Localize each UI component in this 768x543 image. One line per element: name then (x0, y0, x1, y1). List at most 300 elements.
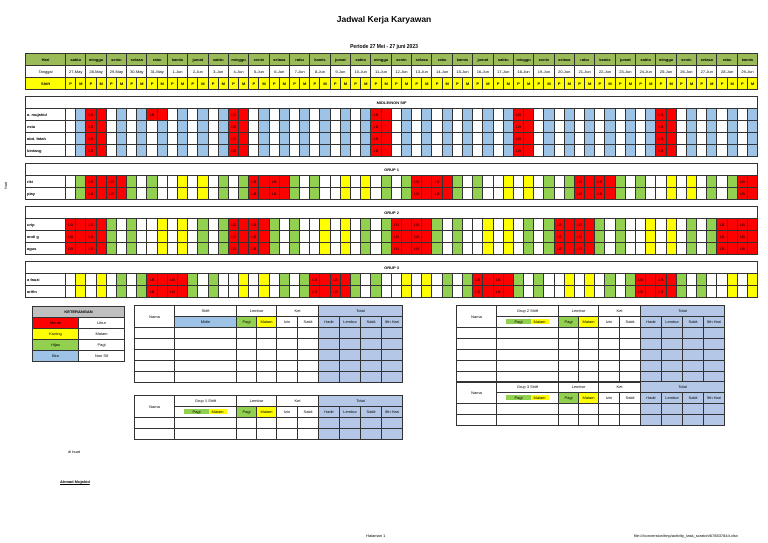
shift-cell (351, 133, 361, 145)
summary-cell (277, 350, 298, 361)
shift-cell (106, 219, 116, 231)
shift-cell (442, 231, 452, 243)
summary-table (134, 305, 424, 383)
total-sakit: Sakit (683, 393, 704, 404)
shift-cell (177, 176, 187, 188)
summary-cell (599, 361, 620, 372)
shift-cell (483, 231, 493, 243)
shift-cell (259, 286, 269, 298)
summary-empty-row (457, 415, 746, 426)
section-title: GRUP 1 (26, 164, 758, 176)
shift-cell (625, 121, 635, 133)
shift-cell (167, 176, 177, 188)
shift-cell (462, 133, 472, 145)
shift-p-cell: P (697, 78, 707, 90)
off-day-cell (157, 286, 167, 298)
shift-cell (595, 109, 605, 121)
shift-cell (686, 145, 696, 157)
employee-name: agus (26, 243, 66, 255)
shift-cell (554, 286, 564, 298)
shift-cell (422, 121, 432, 133)
shift-cell (157, 145, 167, 157)
off-day-cell (585, 231, 595, 243)
off-day-cell (666, 286, 676, 298)
summary-cell (683, 415, 704, 426)
shift-m-cell: M (157, 78, 167, 90)
summary-empty-row (457, 404, 746, 415)
off-day-cell: LB (656, 121, 666, 133)
shift-p-cell: P (534, 78, 544, 90)
section-row (26, 207, 758, 219)
shift-cell (300, 231, 310, 243)
shift-cell (116, 286, 126, 298)
shift-cell (452, 243, 462, 255)
shift-cell (137, 176, 147, 188)
shift-cell (483, 145, 493, 157)
summary-cell (497, 339, 559, 350)
off-day-cell: LB (574, 231, 584, 243)
lembur-pagi: Pagi (559, 317, 579, 328)
shift-cell (381, 231, 391, 243)
shift-cell (310, 219, 320, 231)
total-lembur: Lembur (340, 317, 361, 328)
day-cell: senin (534, 54, 554, 66)
lembur-malam: Malam (257, 407, 277, 418)
shift-cell (442, 286, 452, 298)
date-cell: 12-Jun (391, 66, 411, 78)
off-day-cell: LB (228, 231, 238, 243)
off-day-cell (503, 274, 513, 286)
shift-cell (66, 188, 76, 200)
shift-cell (279, 274, 289, 286)
off-day-cell (239, 243, 249, 255)
total-lembur: Lembur (340, 407, 361, 418)
shift-cell (564, 133, 574, 145)
shift-cell (524, 176, 534, 188)
employee-row (26, 231, 758, 243)
shift-cell (289, 133, 299, 145)
shift-cell (625, 231, 635, 243)
shift-cell (412, 109, 422, 121)
shift-p-cell: P (249, 78, 259, 90)
total-5th-hari: 5th Hari (382, 407, 403, 418)
day-cell: sabtu (66, 54, 86, 66)
summary-cell (382, 418, 403, 429)
date-cell: 13-Jun (412, 66, 432, 78)
off-day-cell (585, 243, 595, 255)
shift-cell (442, 274, 452, 286)
off-day-cell (524, 133, 534, 145)
day-cell: minggu (371, 54, 391, 66)
summary-cell (135, 328, 175, 339)
shift-cell (310, 243, 320, 255)
shift-cell (666, 188, 676, 200)
shift-cell (595, 133, 605, 145)
off-day-cell (605, 176, 615, 188)
date-cell: 1-Jun (167, 66, 187, 78)
shift-cell (473, 145, 483, 157)
shift-cell (625, 243, 635, 255)
shift-cell (707, 231, 717, 243)
shift-m-cell: M (666, 78, 676, 90)
summary-cell (340, 418, 361, 429)
off-day-cell (727, 231, 737, 243)
shift-cell (259, 274, 269, 286)
shift-cell (371, 176, 381, 188)
summary-cell (319, 339, 340, 350)
summary-cell (319, 372, 340, 383)
shift-cell (249, 109, 259, 121)
shift-cell (127, 243, 137, 255)
shift-cell (707, 145, 717, 157)
shift-cell (636, 188, 646, 200)
shift-cell (727, 145, 737, 157)
shift-cell (493, 109, 503, 121)
total-sakit: Sakit (361, 317, 382, 328)
off-day-cell: LB (595, 176, 605, 188)
shift-cell (462, 145, 472, 157)
summary-grup2 (456, 305, 746, 383)
shift-cell (432, 109, 442, 121)
employee-name: urip (26, 219, 66, 231)
shift-cell (544, 274, 554, 286)
shift-cell (585, 286, 595, 298)
off-day-cell: LB (66, 219, 76, 231)
date-cell: 7-Jun (289, 66, 309, 78)
off-day-cell: LB (66, 231, 76, 243)
shift-cell (208, 145, 218, 157)
summary-cell (257, 418, 277, 429)
shift-cell (574, 145, 584, 157)
summary-cell (298, 361, 319, 372)
off-day-cell: LB (737, 188, 747, 200)
file-path: file:///conversion/tmp/activity_task_scratch/678537844.xlsx (634, 533, 738, 538)
summary-cell (135, 350, 175, 361)
off-day-cell: LB (371, 145, 381, 157)
off-day-cell (524, 121, 534, 133)
summary-cell (175, 328, 237, 339)
shift-cell (127, 133, 137, 145)
off-day-cell: LB (106, 176, 116, 188)
off-day-cell: LB (167, 274, 177, 286)
shift-cell (707, 219, 717, 231)
shift-p-cell: P (595, 78, 605, 90)
malam-label: Malam (209, 409, 227, 414)
shift-m-cell: M (727, 78, 737, 90)
shift-cell (371, 219, 381, 231)
summary-cell (559, 415, 579, 426)
shift-cell (625, 133, 635, 145)
total-sakit: Sakit (361, 407, 382, 418)
summary-cell (135, 339, 175, 350)
shift-cell (625, 145, 635, 157)
shift-cell (116, 231, 126, 243)
shift-cell (177, 188, 187, 200)
shift-cell (208, 188, 218, 200)
summary-cell (175, 339, 237, 350)
shift-cell (462, 121, 472, 133)
shift-cell (483, 133, 493, 145)
shift-cell (330, 121, 340, 133)
shift-p-cell: P (737, 78, 747, 90)
shift-cell (707, 133, 717, 145)
off-day-cell (96, 219, 106, 231)
off-day-cell (401, 219, 411, 231)
shift-cell (737, 286, 747, 298)
shift-cell (96, 274, 106, 286)
shift-cell (391, 109, 401, 121)
day-cell: jumat (473, 54, 493, 66)
shift-cell (676, 188, 686, 200)
shift-cell (564, 109, 574, 121)
shift-cell (340, 219, 350, 231)
shift-cell (391, 121, 401, 133)
shift-cell (585, 109, 595, 121)
shift-cell (605, 274, 615, 286)
shift-cell (727, 133, 737, 145)
header-dates-row (26, 66, 758, 78)
summary-cell (497, 361, 559, 372)
shift-cell (422, 145, 432, 157)
shift-cell (615, 121, 625, 133)
shift-m-cell: M (483, 78, 493, 90)
off-day-cell (747, 188, 757, 200)
summary-cell (175, 361, 237, 372)
shift-cell (727, 188, 737, 200)
shift-cell (503, 176, 513, 188)
off-day-cell (259, 176, 269, 188)
off-day-cell: LB (412, 243, 422, 255)
shift-cell (442, 219, 452, 231)
midle-sub: Midle (175, 317, 237, 328)
shift-m-cell: M (422, 78, 432, 90)
off-day-cell: LB (513, 109, 523, 121)
shift-cell (279, 133, 289, 145)
shift-cell (605, 109, 615, 121)
shift-cell (218, 109, 228, 121)
shift-cell (198, 133, 208, 145)
side-label: Nuri (3, 181, 9, 190)
shift-cell (340, 145, 350, 157)
shift-cell (697, 219, 707, 231)
off-day-cell: LB (86, 145, 96, 157)
off-day-cell (177, 274, 187, 286)
shift-cell (300, 274, 310, 286)
off-day-cell: LB (228, 243, 238, 255)
shift-cell (483, 109, 493, 121)
shift-cell (534, 109, 544, 121)
off-day-cell: LB (473, 274, 483, 286)
lembur-pagi: Pagi (559, 393, 579, 404)
shift-cell (544, 133, 554, 145)
legend-meaning: Malam (79, 329, 125, 340)
shift-cell (300, 188, 310, 200)
shift-cell (310, 176, 320, 188)
shift-cell (330, 176, 340, 188)
shift-cell (249, 133, 259, 145)
shift-cell (76, 188, 86, 200)
ket-header: Ket (599, 382, 641, 393)
shift-cell (717, 121, 727, 133)
shift-cell (106, 109, 116, 121)
day-cell: kamis (595, 54, 615, 66)
total-5th-hari: 5th Hari (704, 393, 725, 404)
shift-cell (686, 243, 696, 255)
shift-p-cell: P (574, 78, 584, 90)
shift-cell (218, 176, 228, 188)
legend-meaning: Pagi (79, 340, 125, 351)
shift-cell (524, 286, 534, 298)
off-day-cell (585, 176, 595, 188)
shift-cell (391, 188, 401, 200)
legend-meaning: Libur (79, 318, 125, 329)
off-day-cell (524, 109, 534, 121)
shift-cell (188, 145, 198, 157)
lembur-malam: Malam (257, 317, 277, 328)
shift-cell (493, 219, 503, 231)
shift-m-cell: M (686, 78, 696, 90)
shift-cell (188, 219, 198, 231)
shift-cell (697, 243, 707, 255)
employee-name: abd. fatah (26, 133, 66, 145)
shift-cell (656, 219, 666, 231)
shift-header: Shift (175, 306, 237, 317)
summary-cell (298, 328, 319, 339)
summary-cell (579, 328, 599, 339)
off-day-cell: LB (656, 109, 666, 121)
shift-cell (320, 109, 330, 121)
shift-p-cell: P (412, 78, 422, 90)
shift-cell (279, 109, 289, 121)
ket-izin: Izin (599, 317, 620, 328)
shift-cell (544, 188, 554, 200)
shift-cell (289, 109, 299, 121)
day-cell: minggu (86, 54, 106, 66)
off-day-cell: LB (391, 219, 401, 231)
shift-cell (279, 145, 289, 157)
shift-cell (198, 188, 208, 200)
shift-cell (636, 121, 646, 133)
shift-cell (503, 145, 513, 157)
shift-cell (605, 145, 615, 157)
summary-cell (340, 328, 361, 339)
shift-cell (208, 219, 218, 231)
shift-cell (717, 133, 727, 145)
date-cell: 19-Jun (534, 66, 554, 78)
summary-cell (135, 418, 175, 429)
shift-cell (544, 243, 554, 255)
shift-cell (127, 286, 137, 298)
shift-cell (656, 231, 666, 243)
shift-cell (330, 231, 340, 243)
shift-cell (483, 188, 493, 200)
total-5th-hari: 5th Hari (382, 317, 403, 328)
shift-cell (605, 231, 615, 243)
off-day-cell (422, 231, 432, 243)
shift-cell (646, 176, 656, 188)
day-cell: selasa (554, 54, 574, 66)
nama-header: Nama (135, 396, 175, 418)
shift-m-cell: M (625, 78, 635, 90)
off-day-cell: LB (228, 109, 238, 121)
shift-cell (646, 109, 656, 121)
shift-header: Grup 3 Shift (497, 382, 559, 393)
shift-cell (656, 176, 666, 188)
shift-cell (564, 176, 574, 188)
off-day-cell: LB (656, 274, 666, 286)
off-day-cell (666, 121, 676, 133)
date-cell: 28-May (86, 66, 106, 78)
date-cell: 21-Jun (574, 66, 594, 78)
shift-cell (381, 274, 391, 286)
employee-name: andi g (26, 231, 66, 243)
shift-cell (605, 286, 615, 298)
shift-cell (554, 133, 564, 145)
shift-cell (127, 274, 137, 286)
shift-cell (513, 231, 523, 243)
off-day-cell (96, 133, 106, 145)
off-day-cell: LB (554, 243, 564, 255)
off-day-cell (422, 176, 432, 188)
shift-cell (381, 176, 391, 188)
summary-cell (382, 328, 403, 339)
shift-cell (289, 231, 299, 243)
shift-cell (320, 121, 330, 133)
off-day-cell: LB (412, 176, 422, 188)
shift-cell (127, 109, 137, 121)
shift-cell (727, 286, 737, 298)
shift-cell (127, 121, 137, 133)
shift-cell (147, 219, 157, 231)
shift-cell (188, 243, 198, 255)
summary-empty-row (135, 429, 424, 440)
shift-cell (707, 243, 717, 255)
day-cell: sabtu (493, 54, 513, 66)
shift-cell (340, 133, 350, 145)
shift-cell (646, 133, 656, 145)
summary-cell (599, 350, 620, 361)
day-cell: rabu (432, 54, 452, 66)
shift-cell (615, 145, 625, 157)
off-day-cell: LB (249, 243, 259, 255)
day-cell: selasa (412, 54, 432, 66)
total-lembur: Lembur (662, 393, 683, 404)
day-cell: kamis (310, 54, 330, 66)
ket-izin: Izin (277, 407, 298, 418)
shift-cell (147, 188, 157, 200)
off-day-cell: LB (330, 274, 340, 286)
shift-cell (208, 231, 218, 243)
summary-empty-row (135, 328, 424, 339)
day-cell: jumat (330, 54, 350, 66)
spacer-row (26, 157, 758, 164)
summary-cell (641, 404, 662, 415)
shift-cell (167, 231, 177, 243)
summary-cell (457, 361, 497, 372)
shift-cell (228, 274, 238, 286)
shift-cell (76, 121, 86, 133)
summary-cell (579, 415, 599, 426)
shift-cell (747, 145, 757, 157)
summary-cell (620, 361, 641, 372)
shift-cell (534, 176, 544, 188)
summary-cell (683, 339, 704, 350)
summary-cell (559, 404, 579, 415)
shift-p-cell: P (106, 78, 116, 90)
summary-cell (257, 350, 277, 361)
shift-cell (422, 133, 432, 145)
shift-cell (381, 243, 391, 255)
